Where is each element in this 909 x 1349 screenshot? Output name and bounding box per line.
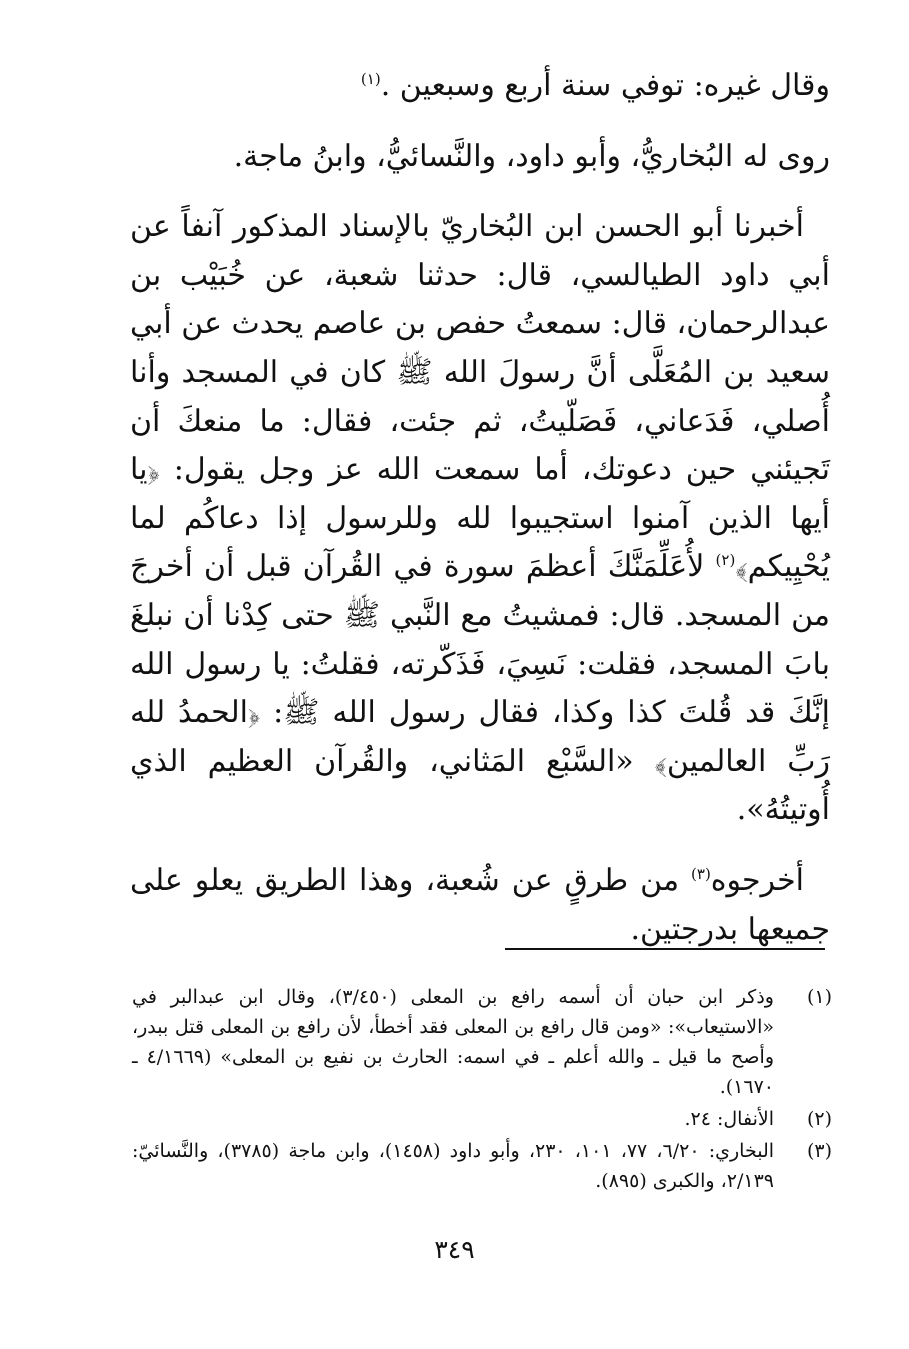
footnote-text: وذكر ابن حبان أن أسمه رافع بن المعلى (٣/٤٥٠)، وقال ابن عبدالبر في «الاستيعاب»: «ومن قال رافع بن المعلى فقد أخطأ، لأن رافع بن المعلى قتل ببدر، وأصح ما قيل ـ والله أعلم ـ في اسمه: الحارث بن نفيع بن المعلى» (٤/١٦٦٩ ـ ١٦٧٠). [132, 986, 775, 1098]
footnotes [132, 982, 832, 1198]
footnote-text: الأنفال: ٢٤. [684, 1108, 774, 1130]
footnote-number: (١) [806, 986, 832, 1008]
footnote-3 [132, 1136, 832, 1196]
footnote-ref-1: (١) [360, 70, 381, 88]
footnote-ref-2: (٢) [715, 551, 736, 570]
paragraph-1 [130, 62, 830, 111]
footnote-number: (٢) [806, 1108, 832, 1130]
paragraph-1-text: وقال غيره: توفي سنة أربع وسبعين . [380, 68, 830, 103]
page-number: ٣٤٩ [434, 1235, 475, 1264]
paragraph-2: روى له البُخاريُّ، وأبو داود، والنَّسائيُّ، وابنُ ماجة. [233, 138, 830, 174]
footnote-2 [132, 1104, 832, 1134]
main-text [130, 62, 830, 954]
paragraph-4: أخرجوه$^{(٣)}$ من طرقٍ عن شُعبة، وهذا الطريق يعلو على جميعها بدرجتين. [130, 862, 830, 947]
footnote-text: البخاري: ٦/٢٠، ٧٧، ١٠١، ٢٣٠، وأبو داود (١٤٥٨)، وابن ماجة (٣٧٨٥)، والنَّسائيّ: ٢/١٣٩، والكبرى (٨٩٥). [132, 1140, 775, 1192]
footnote-1 [132, 982, 832, 1102]
footnote-number: (٣) [806, 1140, 832, 1162]
footnote-divider [505, 948, 825, 950]
paragraph-3: أخبرنا أبو الحسن ابن البُخاريّ بالإسناد المذكور آنفاً عن أبي داود الطيالسي، قال: حدثنا شعبة، عن خُبَيْب بن عبدالرحمان، قال: سمعتُ حفص بن عاصم يحدث عن أبي سعيد بن المُعَلَّى أنَّ رسولَ الله ﷺ كان في المسجد وأنا أُصلي، فَدَعاني، فَصَلّيتُ، ثم جئت، فقال: ما منعكَ أن تَجيئني حين دعوتك، أما سمعت الله عز وجل يقول: ﴿يا أيها الذين آمنوا استجيبوا لله وللرسول إذا دعاكُم لما يُحْيِيكم﴾$^{(٢)}$ لأُعَلِّمَنَّكَ أعظمَ سورة في القُرآن قبل أن أخرجَ من المسجد. قال: فمشيتُ مع النَّبي ﷺ حتى كِدْنا أن نبلغَ بابَ المسجد، فقلت: نَسِيَ، فَذَكّرته، فقلتُ: يا رسول الله إنَّكَ قد قُلتَ كذا وكذا، فقال رسول الله ﷺ: ﴿الحمدُ لله رَبِّ العالمين﴾ «السَّبْع المَثاني، والقُرآن العظيم الذي أُوتيتُهُ». [130, 209, 830, 828]
footnote-ref-3: (٣) [691, 864, 711, 883]
